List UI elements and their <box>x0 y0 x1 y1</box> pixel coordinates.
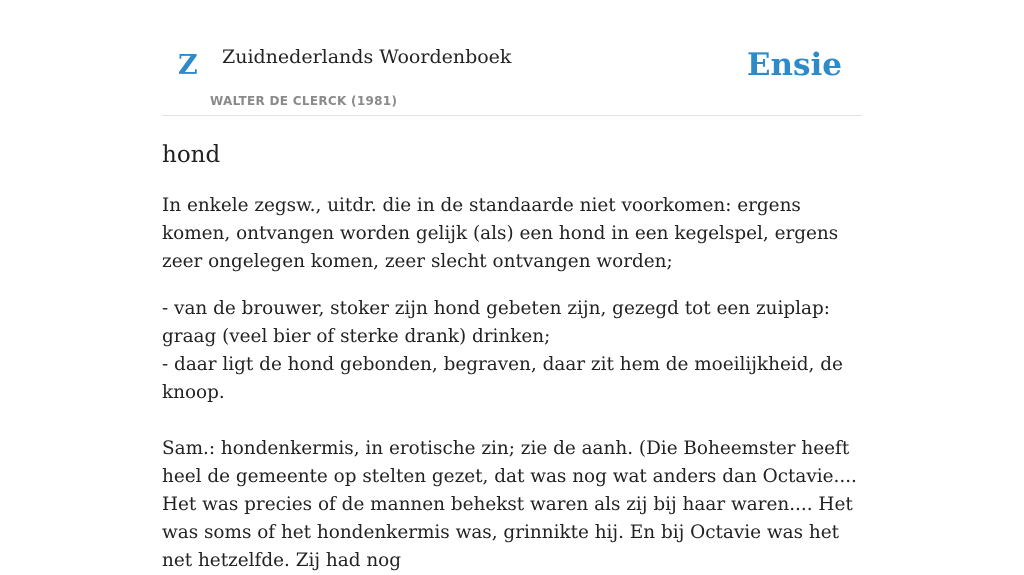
entry-paragraph: Sam.: hondenkermis, in erotische zin; zie de aanh. (Die Boheemster heeft heel de gemeente op stelten gezet, dat was nog wat anders dan Octavie.... Het was precies of de mannen behekst waren als zij bij haar waren.... Het was soms of het hondenkermis was, grinnikte hij. En bij Octavie was het net hetzelfde. Zij had nog <box>162 437 857 571</box>
expression-item: - van de brouwer, stoker zijn hond gebeten zijn, gezegd tot een zuiplap: graag (veel bier of sterke drank) drinken; <box>162 297 830 347</box>
entry-paragraph: In enkele zegsw., uitdr. die in de standaarde niet voorkomen: ergens komen, ontvangen worden gelijk (als) een hond in een kegelspel, ergens zeer ongelegen komen, zeer slecht ontvangen worden; <box>162 194 839 272</box>
dictionary-header <box>162 0 862 116</box>
dictionary-logo[interactable]: Z <box>178 50 198 81</box>
entry-expression-list <box>162 295 862 407</box>
entry-content <box>162 142 862 575</box>
dictionary-title[interactable]: Zuidnederlands Woordenboek <box>222 46 512 68</box>
expression-item: - daar ligt de hond gebonden, begraven, daar zit hem de moeilijkheid, de knoop. <box>162 353 843 403</box>
page <box>162 0 862 575</box>
entry-headword: hond <box>162 142 221 168</box>
ensie-logo-link[interactable]: Ensie <box>746 47 842 83</box>
dictionary-author: WALTER DE CLERCK (1981) <box>210 94 398 108</box>
